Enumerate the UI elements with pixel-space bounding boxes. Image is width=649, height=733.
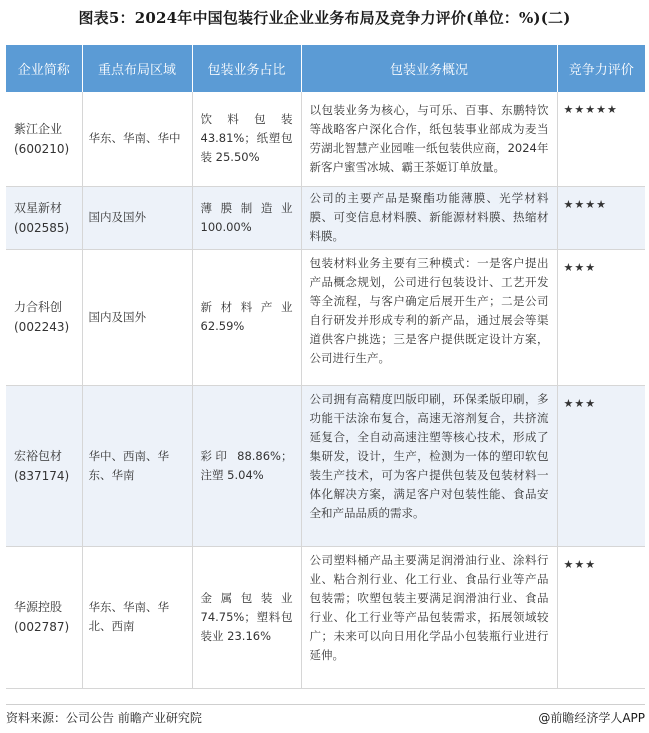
region-cell: 国内及国外 <box>82 186 192 249</box>
region-cell: 华东、华南、华中 <box>82 92 192 186</box>
rating-stars: ★★★ <box>557 249 645 385</box>
brand-note: @前瞻经济学人APP <box>538 711 645 725</box>
table-row <box>6 546 645 688</box>
share-cell: 金属包装业 74.75%；塑料包装业 23.16% <box>192 546 301 688</box>
company-name-text: 双星新材 (002585) <box>14 200 70 235</box>
overview-cell: 以包装业务为核心，与可乐、百事、东鹏特饮等战略客户深化合作，纸包装事业部成为麦当劳湖北智慧产业园唯一纸包装供应商，2024年新客户蜜雪冰城、霸王茶姬订单放量。 <box>301 92 557 186</box>
rating-stars: ★★★ <box>557 385 645 546</box>
company-name-text: 力合科创 (002243) <box>14 300 70 334</box>
table-row <box>6 186 645 249</box>
region-cell: 华东、华南、华北、西南 <box>82 546 192 688</box>
share-cell: 新材料产业 62.59% <box>192 249 301 385</box>
header-overview: 包装业务概况 <box>301 45 557 92</box>
company-name <box>6 249 82 385</box>
rating-stars: ★★★★★ <box>557 92 645 186</box>
region-cell: 华中、西南、华东、华南 <box>82 385 192 546</box>
footer <box>6 704 645 724</box>
share-cell: 彩印 88.86%；注塑 5.04% <box>192 385 301 546</box>
header-company: 企业简称 <box>6 45 82 92</box>
company-name-text: 紫江企业 (600210) <box>14 121 70 156</box>
overview-cell: 公司拥有高精度凹版印刷，环保柔版印刷，多功能干法涂布复合，高速无溶剂复合，共挤流延复合，全自动高速注塑等核心技术，形成了集研发，设计，生产，检测为一体的塑印软包装生产技术，可为客户提供包装及包装材料一体化解决方案，满足客户对包装性能、食品安全和产品品质的需求。 <box>301 385 557 546</box>
header-region: 重点布局区域 <box>82 45 192 92</box>
share-cell: 饮料包装 43.81%；纸塑包装 25.50% <box>192 92 301 186</box>
header-rating: 竞争力评价 <box>557 45 645 92</box>
company-name <box>6 92 82 186</box>
company-name-text: 宏裕包材 (837174) <box>14 448 70 483</box>
table-row <box>6 385 645 546</box>
source-note: 资料来源：公司公告 前瞻产业研究院 <box>6 711 202 725</box>
share-cell: 薄膜制造业 100.00% <box>192 186 301 249</box>
table-header-row <box>6 45 645 92</box>
header-share: 包装业务占比 <box>192 45 301 92</box>
page-title: 图表5：2024年中国包装行业企业业务布局及竞争力评价(单位：%)(二) <box>78 9 571 27</box>
rating-stars: ★★★★ <box>557 186 645 249</box>
company-name <box>6 385 82 546</box>
overview-cell: 公司塑料桶产品主要满足润滑油行业、涂料行业、粘合剂行业、化工行业、食品行业等产品包装需；吹塑包装主要满足润滑油行业、食品行业、化工行业等产品包装需求，拓展领域较广；未来可以向日用化学品小包装瓶行业进行延伸。 <box>301 546 557 688</box>
rating-stars: ★★★ <box>557 546 645 688</box>
table-row <box>6 249 645 385</box>
company-name <box>6 186 82 249</box>
company-name <box>6 546 82 688</box>
table-row <box>6 92 645 186</box>
region-cell: 国内及国外 <box>82 249 192 385</box>
overview-cell: 公司的主要产品是聚酯功能薄膜、光学材料膜、可变信息材料膜、新能源材料膜、热缩材料膜。 <box>301 186 557 249</box>
company-name-text: 华源控股 (002787) <box>14 600 70 634</box>
enterprise-table <box>6 45 645 689</box>
overview-cell: 包装材料业务主要有三种模式：一是客户提出产品概念规划，公司进行包装设计、工艺开发等全流程，与客户确定后展开生产；二是公司自行研发并形成专利的新产品，通过展会等渠道供客户挑选；三是客户提供既定设计方案，公司进行生产。 <box>301 249 557 385</box>
